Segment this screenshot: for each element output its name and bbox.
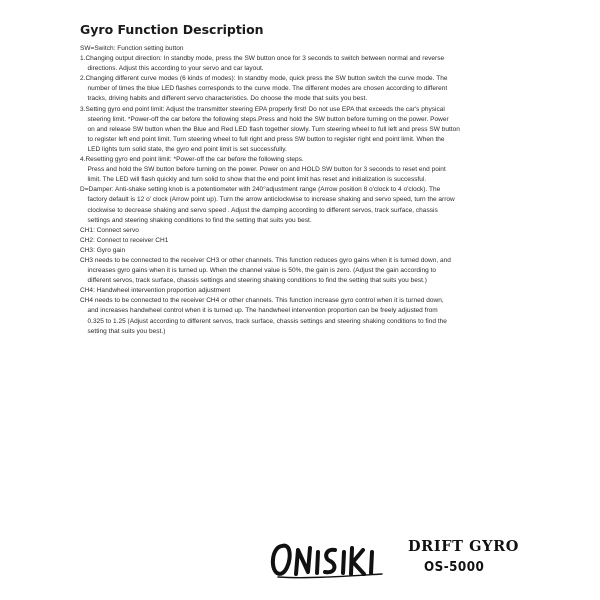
text-line: increases gyro gains when it is turned up. When the channel value is 50%, the gain is zero. (Adjust the gain according to [87, 267, 437, 275]
text-line: D=Damper: Anti-shake setting knob is a potentiometer with 240°adjustment range (Arrow position 8 o'clock to 4 o'clock). The [80, 186, 441, 194]
text-line: directions. Adjust this according to your servo and car layout. [87, 65, 264, 73]
text-line: 2.Changing different curve modes (6 kinds of modes): In standby mode, quick press the SW button switch the curve mode. The [80, 75, 448, 83]
text-line: to register left end point limit. Turn steering wheel to full right and press SW button to register right end point limit. When the [87, 135, 445, 143]
text-line: factory default is 12 o' clock (Arrow point up). Turn the arrow anticlockwise to increase shaking and servo speed, turn the arrow [87, 196, 455, 204]
text-line: CH3 needs to be connected to the receiver CH3 or other channels. This function reduces gyro gains when it is turned down, and [80, 256, 451, 264]
footer [268, 534, 528, 584]
text-line: Press and hold the SW button before turning on the power. Power on and HOLD SW button for 3 seconds to reset end point [87, 166, 446, 174]
text-line: and increases handwheel control when it is turned up. The handwheel intervention proportion can be freely adjusted from [87, 307, 438, 315]
text-line: steering limit. *Power-off the car before the following steps.Press and hold the SW button before turning on the power. Power [87, 115, 449, 123]
text-line: 3.Setting gyro end point limit: Adjust the transmitter steering EPA properly first! Do not use EPA that exceeds the car's physical [80, 105, 445, 113]
text-line: tracks, driving habits and different servo characteristics. Do choose the mode that suits you best. [87, 95, 368, 103]
text-line: different servos, track surface, chassis settings and steering shaking conditions to find the setting that suits you best.) [87, 277, 427, 285]
text-line: CH3: Gyro gain [80, 246, 126, 254]
document [80, 22, 522, 337]
document-body [80, 44, 522, 337]
product-name: DRIFT GYRO [408, 538, 519, 555]
text-line: CH4: Handwheel intervention proportion adjustment [80, 287, 231, 295]
text-line: 4.Resetting gyro end point limit: *Power-off the car before the following steps. [80, 156, 304, 164]
product-model: OS-5000 [424, 560, 485, 575]
text-line: number of times the blue LED flashes corresponds to the curve mode. The different modes are chosen according to different [87, 85, 448, 93]
text-line: settings and steering shaking conditions to find the setting that suits you best. [87, 216, 312, 224]
text-line: LED lights turn solid state, the gyro end point limit is set successfully. [87, 145, 287, 153]
text-line: 0.325 to 1.25 (Adjust according to different servos, track surface, chassis settings and steering shaking conditions to find the [87, 317, 447, 325]
text-line: CH4 needs to be connected to the receiver CH4 or other channels. This function increase gyro control when it is turned down, [80, 297, 444, 305]
text-line: clockwise to decrease shaking and servo speed . Adjust the damping according to different servos, track surface, chassis [87, 206, 438, 214]
text-line: CH1: Connect servo [80, 226, 139, 234]
brand-logo [268, 538, 398, 580]
text-line: 1.Changing output direction: In standby mode, press the SW button once for 3 seconds to switch between normal and reverse [80, 55, 445, 63]
page-title: Gyro Function Description [80, 22, 264, 37]
text-line: SW=Switch: Function setting button [80, 45, 184, 52]
text-line: setting that suits you best.) [87, 327, 166, 335]
text-line: limit. The LED will flash quickly and turn solid to show that the end point limit has reset and initialization is successful. [87, 176, 427, 184]
text-line: CH2: Connect to receiver CH1 [80, 236, 169, 244]
text-line: on and release SW button when the Blue and Red LED flash together slowly. Turn steering wheel to full left and press SW button [87, 125, 460, 133]
